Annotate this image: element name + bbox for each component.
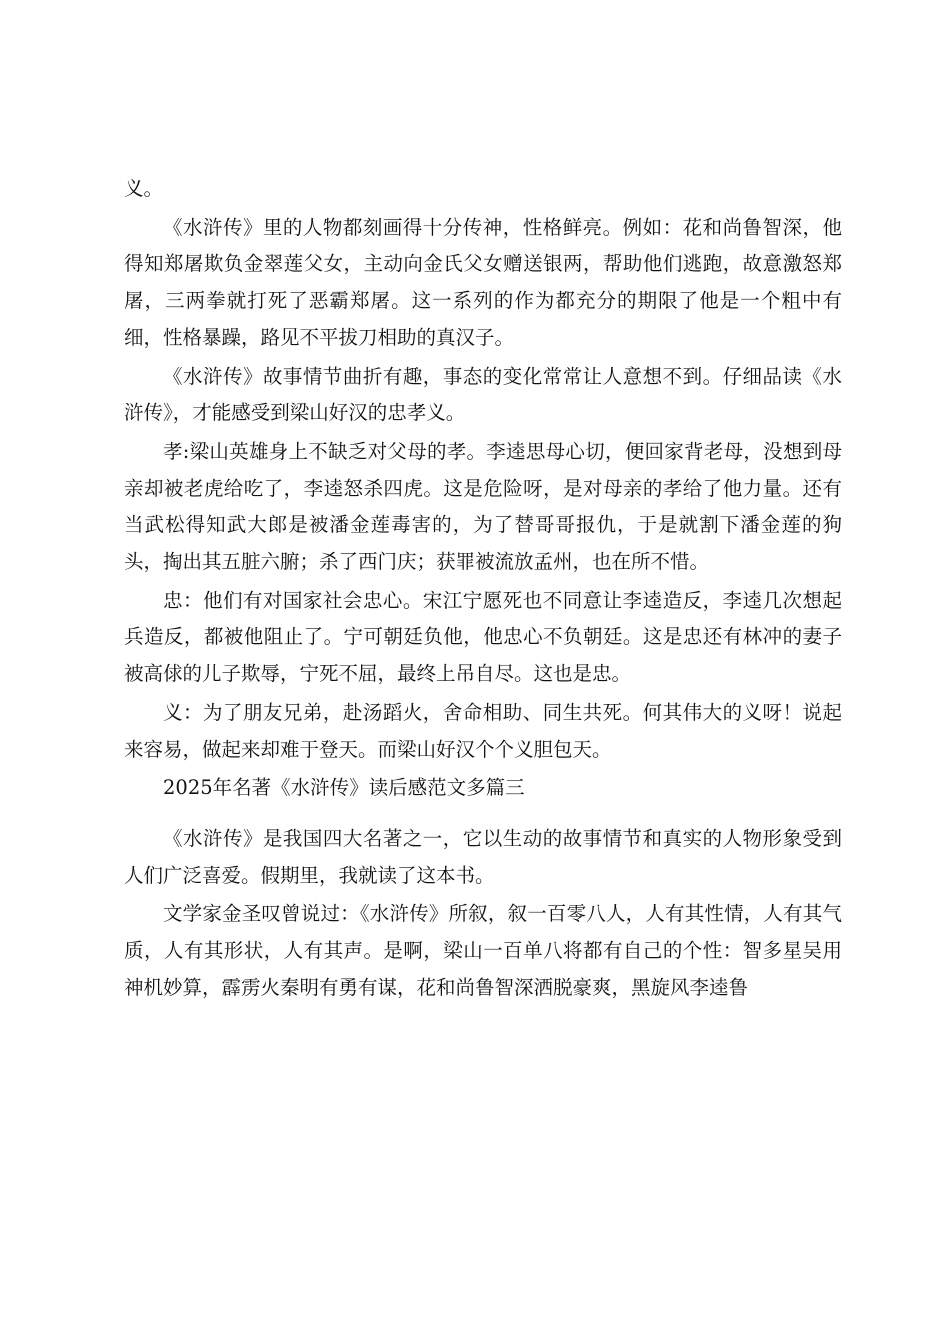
section-heading: 2025年名著《水浒传》读后感范文多篇三 xyxy=(163,776,525,800)
paragraph-plot: 《水浒传》故事情节曲折有趣，事态的变化常常让人意想不到。仔细品读《水浒传》，才能感受到梁山好汉的忠孝义。 xyxy=(124,364,842,425)
paragraph-righteousness: 义：为了朋友兄弟，赴汤蹈火，舍命相助、同生共死。何其伟大的义呀！说起来容易，做起来却难于登天。而梁山好汉个个义胆包天。 xyxy=(124,700,842,761)
paragraph-intro: 《水浒传》是我国四大名著之一，它以生动的故事情节和真实的人物形象受到人们广泛喜爱。假期里，我就读了这本书。 xyxy=(124,826,842,887)
paragraph-loyalty: 忠：他们有对国家社会忠心。宋江宁愿死也不同意让李逵造反，李逵几次想起兵造反，都被他阻止了。宁可朝廷负他，他忠心不负朝廷。这是忠还有林冲的妻子被高俅的儿子欺辱，宁死不屈，最终上吊自尽。这也是忠。 xyxy=(124,588,842,686)
paragraph-jin-shengtan: 文学家金圣叹曾说过：《水浒传》所叙，叙一百零八人，人有其性情，人有其气质，人有其形状，人有其声。是啊，梁山一百单八将都有自己的个性：智多星吴用神机妙算，霹雳火秦明有勇有谋，花和尚鲁智深洒脱豪爽，黑旋风李逵鲁 xyxy=(124,902,842,999)
paragraph-characters: 《水浒传》里的人物都刻画得十分传神，性格鲜亮。例如：花和尚鲁智深，他得知郑屠欺负金翠莲父女，主动向金氏父女赠送银两，帮助他们逃跑，故意激怒郑屠，三两拳就打死了恶霸郑屠。这一系列的作为都充分的期限了他是一个粗中有细，性格暴躁，路见不平拔刀相助的真汉子。 xyxy=(124,215,842,349)
paragraph-continuation: 义。 xyxy=(124,177,164,200)
paragraph-filial-piety: 孝:梁山英雄身上不缺乏对父母的孝。李逵思母心切，便回家背老母，没想到母亲却被老虎给吃了，李逵怒杀四虎。这是危险呀，是对母亲的孝给了他力量。还有当武松得知武大郎是被潘金莲毒害的，为了替哥哥报仇，于是就割下潘金莲的狗头，掏出其五脏六腑；杀了西门庆；获罪被流放孟州，也在所不惜。 xyxy=(124,439,842,574)
document-body xyxy=(124,171,842,1008)
